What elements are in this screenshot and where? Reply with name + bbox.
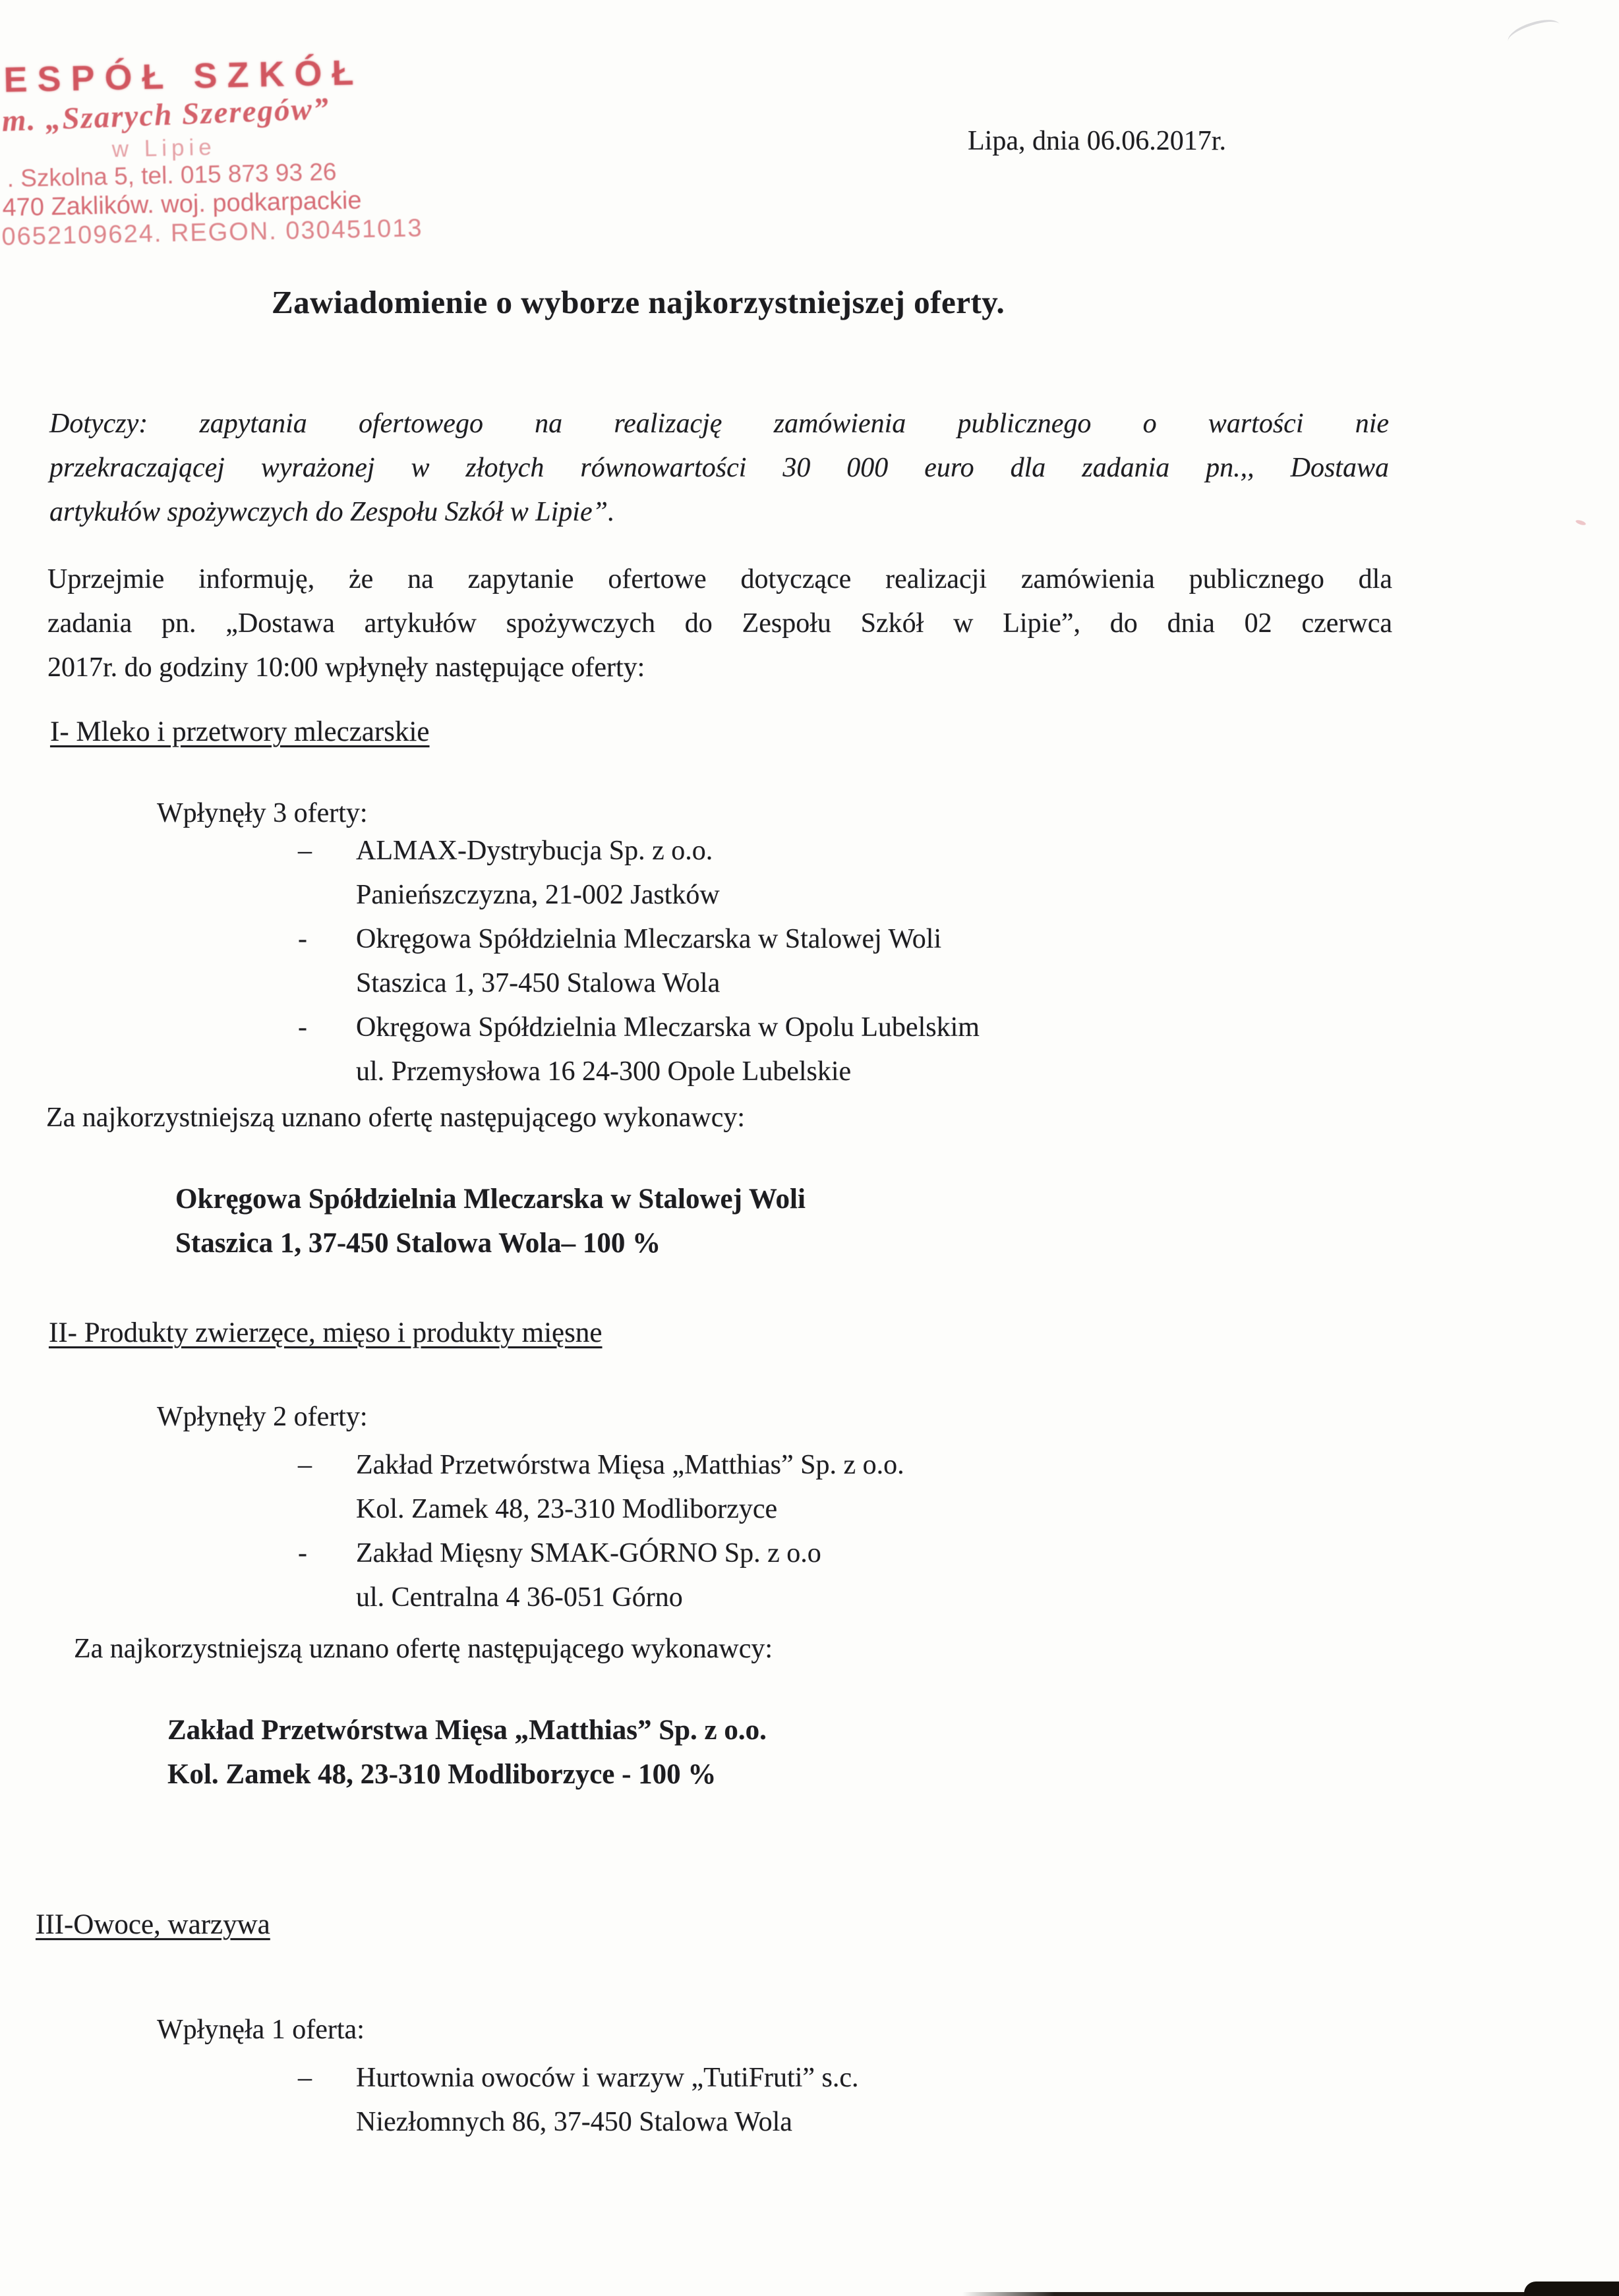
offer-address: ul. Przemysłowa 16 24-300 Opole Lubelskie — [356, 1056, 852, 1087]
offer-name: Okręgowa Spółdzielnia Mleczarska w Stalowej Woli — [356, 924, 942, 954]
intro-paragraph — [47, 558, 1392, 690]
scan-edge-line — [962, 2292, 1619, 2296]
date-line: Lipa, dnia 06.06.2017r. — [968, 126, 1226, 156]
intro-line-2: zadania pn. „Dostawa artykułów spożywczych do Zespołu Szkół w Lipie”, do dnia 02 czerwca — [47, 608, 1392, 639]
offer-name-row — [298, 917, 980, 961]
section-2-heading: II- Produkty zwierzęce, mięso i produkty mięsne — [49, 1317, 603, 1348]
stamp-location: w Lipie — [111, 134, 217, 163]
section-1-heading: I- Mleko i przetwory mleczarskie — [50, 716, 430, 747]
list-dash: - — [298, 1012, 307, 1043]
winner-address-score: Staszica 1, 37-450 Stalowa Wola– 100 % — [175, 1228, 661, 1259]
offer-name: Zakład Mięsny SMAK-GÓRNO Sp. z o.o — [356, 1538, 821, 1568]
offer-name: Hurtownia owoców i warzyw „TutiFruti” s.c. — [356, 2063, 859, 2093]
school-stamp — [1, 40, 423, 272]
section-2-winner — [167, 1708, 767, 1796]
list-dash: – — [298, 1450, 312, 1480]
list-dash: – — [298, 836, 312, 866]
stamp-nip-regon: 0652109624. REGON. 030451013 — [1, 214, 423, 251]
section-2-selection-line: Za najkorzystniejszą uznano ofertę następującego wykonawcy: — [74, 1634, 773, 1664]
scan-smudge — [1505, 14, 1563, 51]
winner-address-score: Kol. Zamek 48, 23-310 Modliborzyce - 100 % — [167, 1759, 717, 1790]
offer-address: ul. Centralna 4 36-051 Górno — [356, 1582, 683, 1613]
section-3-offer-list — [298, 2056, 859, 2144]
offer-name: ALMAX-Dystrybucja Sp. z o.o. — [356, 836, 713, 866]
stamp-town-region: 470 Zaklików. woj. podkarpackie — [2, 187, 362, 222]
offer-name-row — [298, 2056, 859, 2100]
section-1-winner — [175, 1177, 806, 1265]
offer-address: Staszica 1, 37-450 Stalowa Wola — [356, 968, 721, 998]
stamp-school-name: ESPÓŁ SZKÓŁ — [3, 53, 365, 100]
offer-item — [298, 1006, 980, 1094]
scan-smudge — [1575, 519, 1586, 527]
offer-item — [298, 829, 980, 917]
section-2-offer-list — [298, 1443, 904, 1620]
offer-name-row — [298, 1532, 904, 1576]
offer-name-row — [298, 1006, 980, 1050]
offer-address: Kol. Zamek 48, 23-310 Modliborzyce — [356, 1494, 778, 1524]
list-dash: - — [298, 1538, 307, 1568]
offer-address: Niezłomnych 86, 37-450 Stalowa Wola — [356, 2107, 792, 2137]
offer-name-row — [298, 829, 980, 873]
section-3-offers-count: Wpłynęła 1 oferta: — [157, 2015, 365, 2045]
stamp-patron-name: m. „Szarych Szeregów” — [1, 91, 331, 138]
winner-name: Zakład Przetwórstwa Mięsa „Matthias” Sp. z o.o. — [167, 1715, 767, 1746]
offer-item — [298, 1532, 904, 1620]
subject-line-1: Dotyczy: zapytania ofertowego na realizację zamówienia publicznego o wartości nie — [49, 409, 1389, 439]
section-1-offers-count: Wpłynęły 3 oferty: — [157, 798, 368, 828]
stamp-address-phone: . Szkolna 5, tel. 015 873 93 26 — [7, 158, 337, 192]
offer-item — [298, 1443, 904, 1532]
offer-name-row — [298, 1443, 904, 1487]
scan-edge-bar — [1524, 2282, 1619, 2296]
section-3-heading: III-Owoce, warzywa — [36, 1909, 270, 1940]
offer-item — [298, 2056, 859, 2144]
document-title: Zawiadomienie o wyborze najkorzystniejszej oferty. — [272, 284, 1005, 320]
offer-name: Okręgowa Spółdzielnia Mleczarska w Opolu Lubelskim — [356, 1012, 980, 1043]
list-dash: – — [298, 2063, 312, 2093]
offer-name: Zakład Przetwórstwa Mięsa „Matthias” Sp. z o.o. — [356, 1450, 904, 1480]
subject-line-3: artykułów spożywczych do Zespołu Szkół w Lipie”. — [49, 497, 615, 527]
section-2-offers-count: Wpłynęły 2 oferty: — [157, 1402, 368, 1432]
winner-name: Okręgowa Spółdzielnia Mleczarska w Stalowej Woli — [175, 1184, 806, 1215]
section-1-selection-line: Za najkorzystniejszą uznano ofertę następującego wykonawcy: — [46, 1103, 746, 1133]
subject-line-2: przekraczającej wyrażonej w złotych równowartości 30 000 euro dla zadania pn.,, Dostawa — [49, 453, 1389, 483]
intro-line-1: Uprzejmie informuję, że na zapytanie ofertowe dotyczące realizacji zamówienia publicznego dla — [47, 564, 1392, 594]
offer-address: Panieńszczyzna, 21-002 Jastków — [356, 880, 720, 910]
section-1-offer-list — [298, 829, 980, 1094]
offer-item — [298, 917, 980, 1006]
list-dash: - — [298, 924, 307, 954]
intro-line-3: 2017r. do godziny 10:00 wpłynęły następujące oferty: — [47, 652, 645, 683]
subject-paragraph — [49, 402, 1389, 534]
